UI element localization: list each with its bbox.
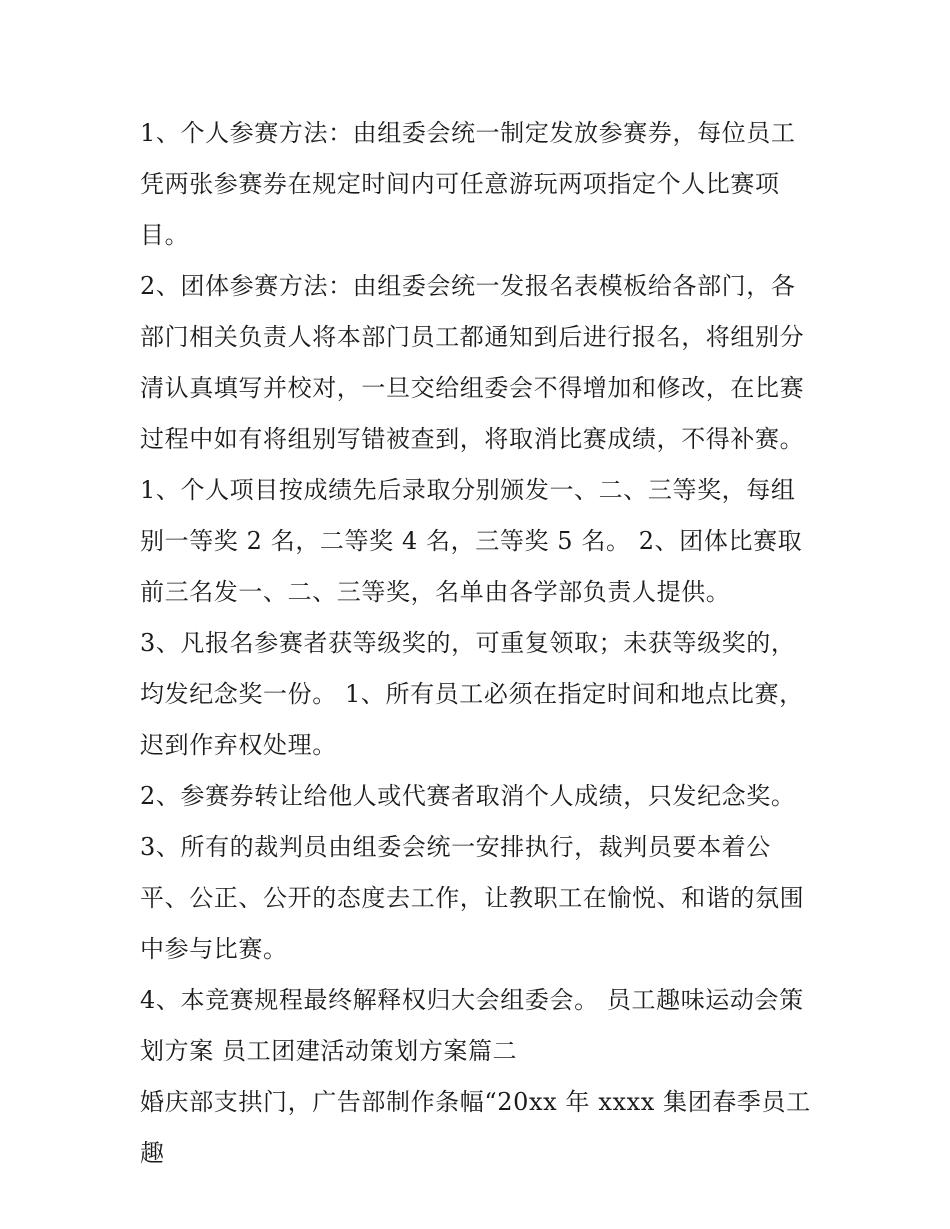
paragraph-interpretation: 4、本竞赛规程最终解释权归大会组委会。 员工趣味运动会策划方案 员工团建活动策划方案篇二 [140, 986, 804, 1065]
paragraph-team-entry: 2、团体参赛方法：由组委会统一发报名表模板给各部门，各部门相关负责人将本部门员工都通知到后进行报名，将组别分清认真填写并校对，一旦交给组委会不得增加和修改，在比赛过程中如有将组别写错被查到，将取消比赛成绩，不得补赛。 [140, 272, 805, 453]
document-body [140, 108, 820, 1179]
paragraph-referees: 3、所有的裁判员由组委会统一安排执行，裁判员要本着公平、公正、公开的态度去工作，让教职工在愉悦、和谐的氛围中参与比赛。 [140, 833, 805, 963]
paragraph-arch-banner: 婚庆部支拱门，广告部制作条幅“20xx 年 xxxx 集团春季员工趣 [140, 1088, 811, 1167]
paragraph-ticket-transfer: 2、参赛券转让给他人或代赛者取消个人成绩，只发纪念奖。 [140, 782, 796, 810]
paragraph-awards: 1、个人项目按成绩先后录取分别颁发一、二、三等奖，每组别一等奖 2 名，二等奖 4 名，三等奖 5 名。 2、团体比赛取前三名发一、二、三等奖，名单由各学部负责人提供。 [140, 476, 803, 606]
paragraph-commemorative-award: 3、凡报名参赛者获等级奖的，可重复领取；未获等级奖的，均发纪念奖一份。 1、所有员工必须在指定时间和地点比赛，迟到作弃权处理。 [140, 629, 804, 759]
paragraph-individual-entry: 1、个人参赛方法：由组委会统一制定发放参赛券，每位员工凭两张参赛券在规定时间内可任意游玩两项指定个人比赛项目。 [140, 119, 796, 249]
